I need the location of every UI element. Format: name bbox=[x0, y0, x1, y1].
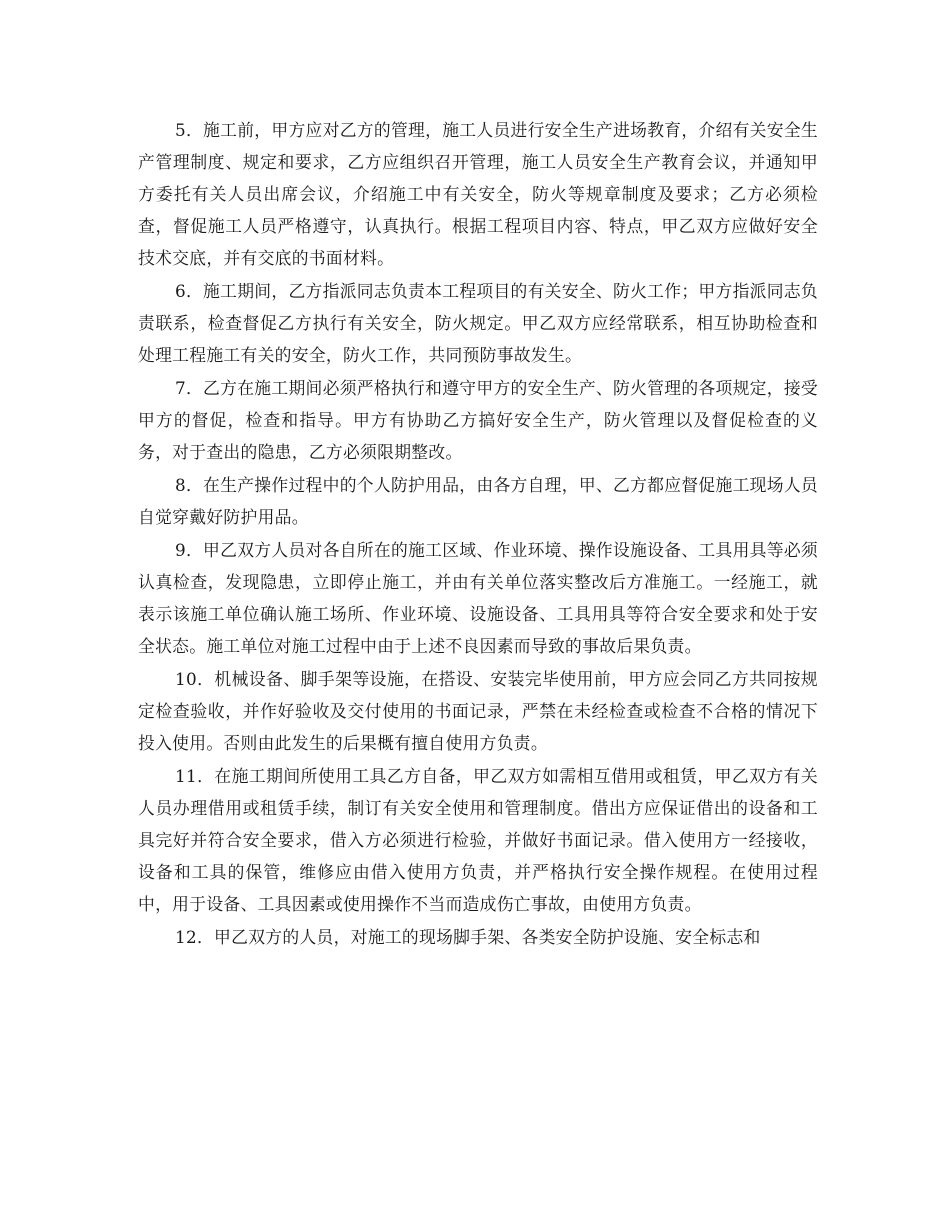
clause-8: 8．在生产操作过程中的个人防护用品，由各方自理，甲、乙方都应督促施工现场人员自觉穿戴好防护用品。 bbox=[138, 475, 818, 527]
document-body bbox=[138, 114, 818, 953]
clause-9: 9．甲乙双方人员对各自所在的施工区域、作业环境、操作设施设备、工具用具等必须认真检查，发现隐患，立即停止施工，并由有关单位落实整改后方准施工。一经施工，就表示该施工单位确认施工场所、作业环境、设施设备、工具用具等符合安全要求和处于安全状态。施工单位对施工过程中由于上述不良因素而导致的事故后果负责。 bbox=[138, 540, 818, 656]
clause-10: 10．机械设备、脚手架等设施，在搭设、安装完毕使用前，甲方应会同乙方共同按规定检查验收，并作好验收及交付使用的书面记录，严禁在未经检查或检查不合格的情况下投入使用。否则由此发生的后果概有擅自使用方负责。 bbox=[138, 669, 818, 753]
clause-7: 7．乙方在施工期间必须严格执行和遵守甲方的安全生产、防火管理的各项规定，接受甲方的督促，检查和指导。甲方有协助乙方搞好安全生产，防火管理以及督促检查的义务，对于查出的隐患，乙方必须限期整改。 bbox=[138, 378, 818, 462]
clause-6: 6．施工期间，乙方指派同志负责本工程项目的有关安全、防火工作；甲方指派同志负责联系，检查督促乙方执行有关安全，防火规定。甲乙双方应经常联系，相互协助检查和处理工程施工有关的安全，防火工作，共同预防事故发生。 bbox=[138, 281, 818, 365]
clause-11: 11．在施工期间所使用工具乙方自备，甲乙双方如需相互借用或租赁，甲乙双方有关人员办理借用或租赁手续，制订有关安全使用和管理制度。借出方应保证借出的设备和工具完好并符合安全要求，借入方必须进行检验，并做好书面记录。借入使用方一经接收，设备和工具的保管，维修应由借入使用方负责，并严格执行安全操作规程。在使用过程中，用于设备、工具因素或使用操作不当而造成伤亡事故，由使用方负责。 bbox=[138, 766, 818, 914]
clause-12: 12．甲乙双方的人员，对施工的现场脚手架、各类安全防护设施、安全标志和 bbox=[175, 927, 761, 947]
clause-5: 5．施工前，甲方应对乙方的管理，施工人员进行安全生产进场教育，介绍有关安全生产管理制度、规定和要求，乙方应组织召开管理，施工人员安全生产教育会议，并通知甲方委托有关人员出席会议，介绍施工中有关安全，防火等规章制度及要求；乙方必须检查，督促施工人员严格遵守，认真执行。根据工程项目内容、特点，甲乙双方应做好安全技术交底，并有交底的书面材料。 bbox=[138, 120, 818, 268]
